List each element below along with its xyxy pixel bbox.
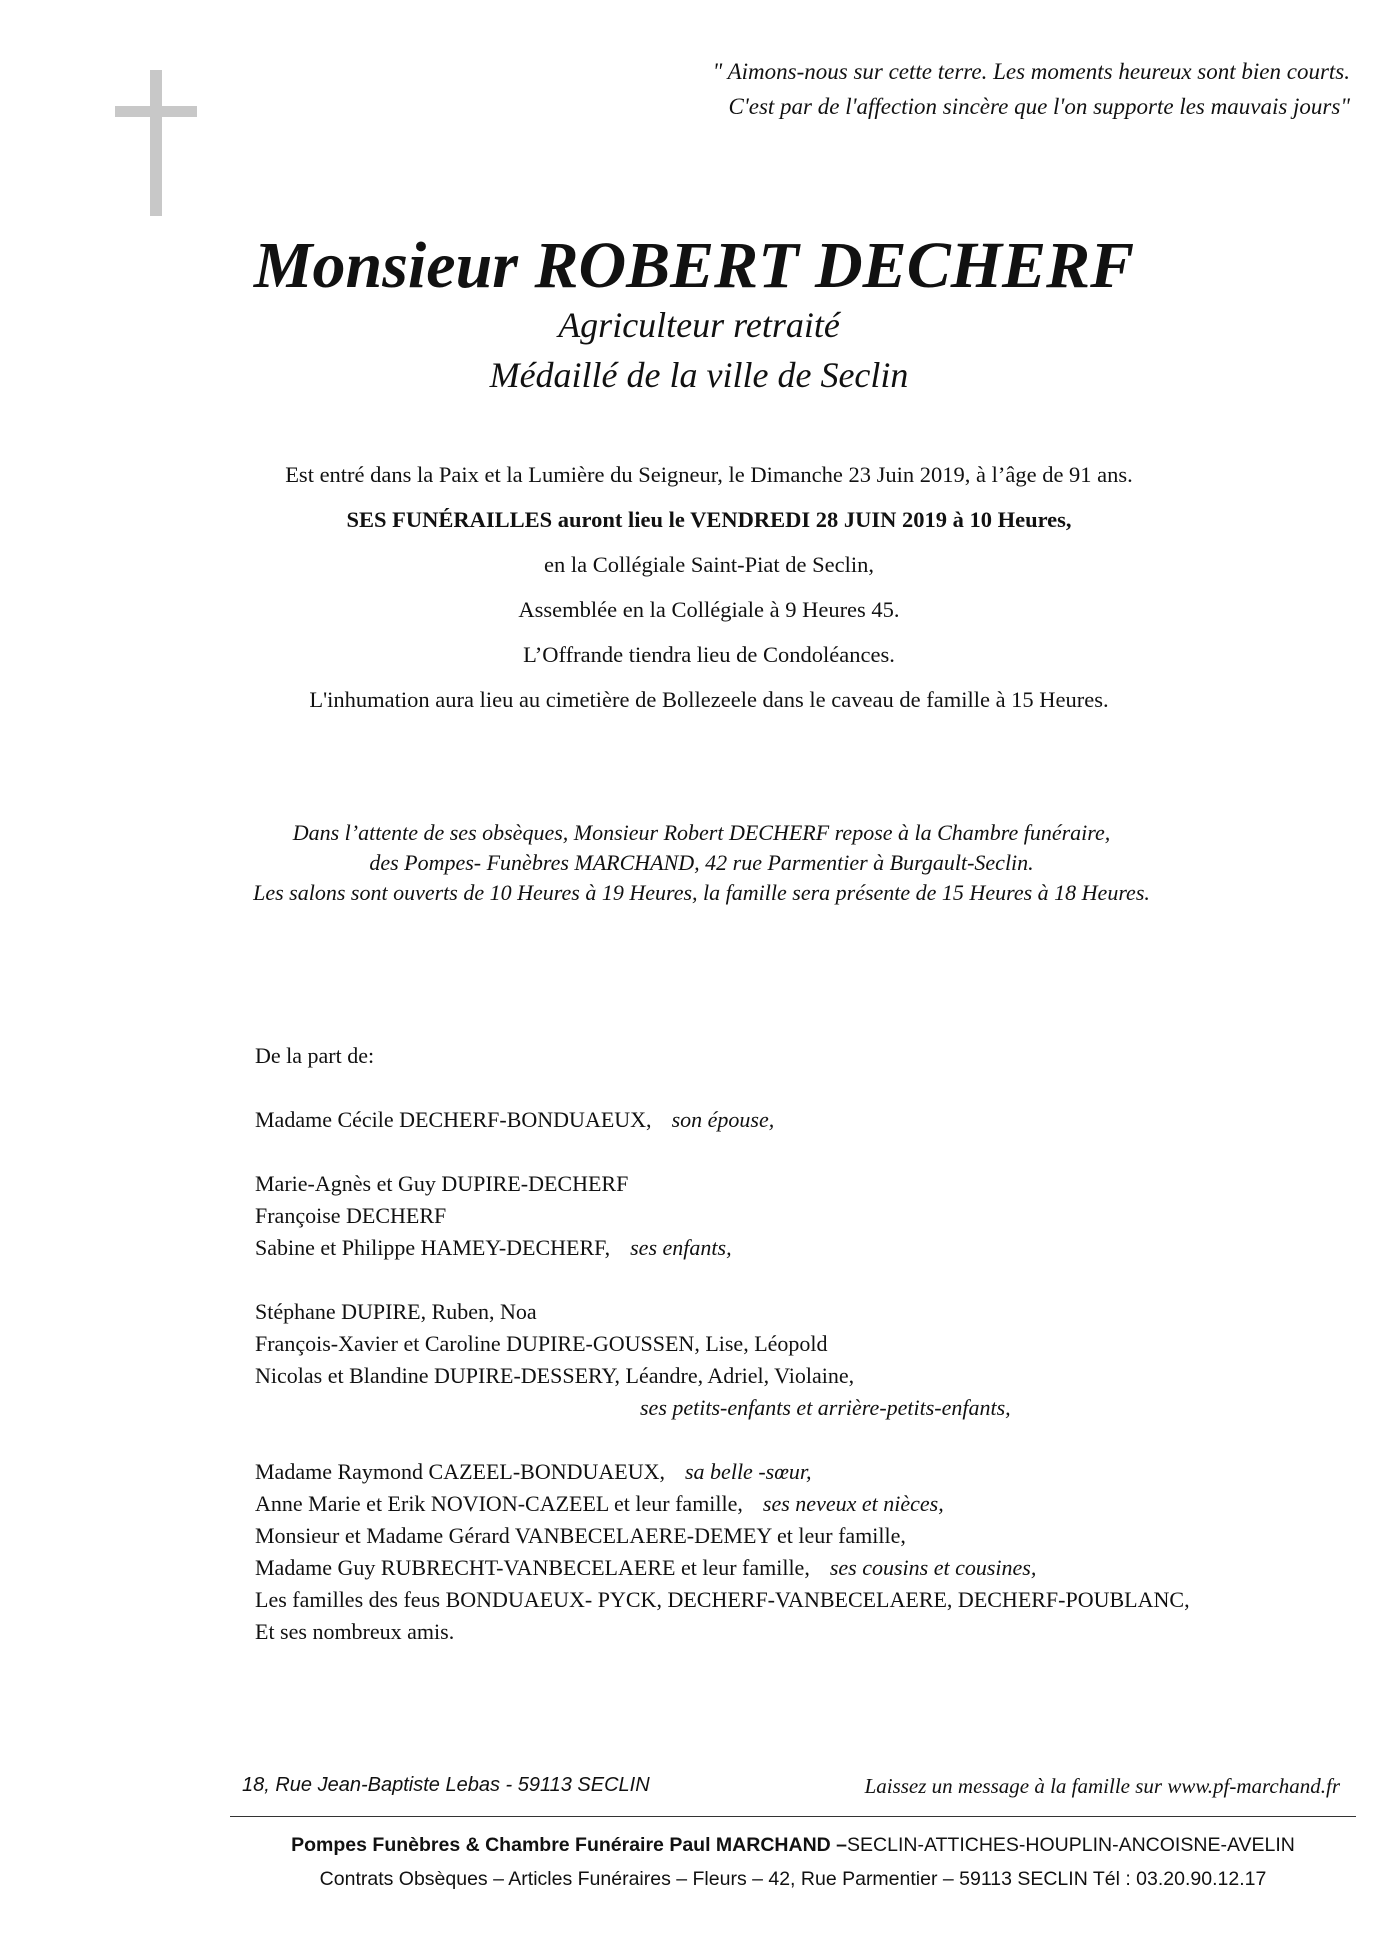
- family-spouse: [255, 1104, 1355, 1136]
- spouse-name: Madame Cécile DECHERF-BONDUAEUX,: [255, 1107, 652, 1132]
- family-intro: De la part de:: [255, 1043, 375, 1068]
- relative-relation: ses cousins et cousines,: [829, 1555, 1037, 1580]
- grandchild-2: François-Xavier et Caroline DUPIRE-GOUSSEN, Lise, Léopold: [255, 1331, 828, 1356]
- relative-2: [255, 1488, 1355, 1520]
- child-3: Sabine et Philippe HAMEY-DECHERF,: [255, 1235, 611, 1260]
- footer-company-line: [230, 1828, 1356, 1862]
- quote-line-1: " Aimons-nous sur cette terre. Les moments heureux sont bien courts.: [712, 59, 1350, 84]
- relative-name: Madame Raymond CAZEEL-BONDUAEUX,: [255, 1459, 665, 1484]
- relative-relation: sa belle -sœur,: [685, 1459, 812, 1484]
- funeral-date: SES FUNÉRAILLES auront lieu le VENDREDI 28 JUIN 2019 à 10 Heures,: [346, 507, 1072, 532]
- relative-name: Madame Guy RUBRECHT-VANBECELAERE et leur famille,: [255, 1555, 810, 1580]
- footer-message-link[interactable]: Laissez un message à la famille sur www.pf-marchand.fr: [864, 1774, 1340, 1798]
- relative-name: Les familles des feus BONDUAEUX- PYCK, DECHERF-VANBECELAERE, DECHERF-POUBLANC,: [255, 1587, 1190, 1612]
- latin-cross-icon: [115, 70, 197, 216]
- relative-3: [255, 1520, 1355, 1552]
- deceased-titles: [0, 300, 1378, 400]
- footer-services: Contrats Obsèques – Articles Funéraires – Fleurs – 42, Rue Parmentier – 59113 SECLIN Tél : 03.20.90.12.17: [319, 1868, 1267, 1890]
- cross-vertical-bar: [150, 70, 162, 216]
- deceased-title-1: Agriculteur retraité: [558, 305, 840, 345]
- relative-name: Et ses nombreux amis.: [255, 1619, 455, 1644]
- relative-name: Anne Marie et Erik NOVION-CAZEEL et leur famille,: [255, 1491, 743, 1516]
- relative-5: [255, 1584, 1355, 1616]
- funeral-burial: L'inhumation aura lieu au cimetière de Bollezeele dans le caveau de famille à 15 Heures.: [309, 687, 1109, 712]
- funeral-offering: L’Offrande tiendra lieu de Condoléances.: [523, 642, 895, 667]
- death-notice: Est entré dans la Paix et la Lumière du Seigneur, le Dimanche 23 Juin 2019, à l’âge de 91 ans.: [285, 462, 1133, 487]
- resting-line-2: des Pompes- Funèbres MARCHAND, 42 rue Parmentier à Burgault-Seclin.: [369, 850, 1034, 875]
- quote-line-2: C'est par de l'affection sincère que l'on supporte les mauvais jours": [728, 94, 1350, 119]
- relative-6: [255, 1616, 1355, 1648]
- deceased-name: Monsieur ROBERT DECHERF: [253, 229, 1135, 302]
- deceased-title-2: Médaillé de la ville de Seclin: [489, 355, 909, 395]
- epigraph-quote: [560, 54, 1350, 124]
- footer-address: 18, Rue Jean-Baptiste Lebas - 59113 SECLIN: [242, 1774, 650, 1796]
- children-relation: ses enfants,: [630, 1235, 732, 1260]
- relative-1: [255, 1456, 1355, 1488]
- child-2: Françoise DECHERF: [255, 1203, 447, 1228]
- grandchild-1: Stéphane DUPIRE, Ruben, Noa: [255, 1299, 537, 1324]
- child-1: Marie-Agnès et Guy DUPIRE-DECHERF: [255, 1171, 629, 1196]
- grandchild-3: Nicolas et Blandine DUPIRE-DESSERY, Léandre, Adriel, Violaine,: [255, 1363, 855, 1388]
- grandchildren-relation: ses petits-enfants et arrière-petits-enfants,: [640, 1395, 1011, 1420]
- funeral-announcement: [0, 457, 1378, 727]
- relative-name: Monsieur et Madame Gérard VANBECELAERE-DEMEY et leur famille,: [255, 1523, 906, 1548]
- relative-4: [255, 1552, 1355, 1584]
- resting-line-1: Dans l’attente de ses obsèques, Monsieur Robert DECHERF repose à la Chambre funéraire,: [292, 820, 1111, 845]
- resting-place-notice: [0, 818, 1378, 908]
- company-locations: SECLIN-ATTICHES-HOUPLIN-ANCOISNE-AVELIN: [847, 1834, 1295, 1856]
- funeral-assembly: Assemblée en la Collégiale à 9 Heures 45.: [518, 597, 900, 622]
- resting-line-3: Les salons sont ouverts de 10 Heures à 19 Heures, la famille sera présente de 15 Heures à 18 Heures.: [253, 880, 1150, 905]
- spouse-relation: son épouse,: [671, 1107, 775, 1132]
- family-list: [255, 1040, 1355, 1648]
- company-name: Pompes Funèbres & Chambre Funéraire Paul MARCHAND –: [291, 1834, 848, 1856]
- cross-horizontal-bar: [115, 106, 197, 117]
- relative-relation: ses neveux et nièces,: [762, 1491, 944, 1516]
- child-3-row: [255, 1232, 1355, 1264]
- footer-divider: [230, 1816, 1356, 1817]
- funeral-church: en la Collégiale Saint-Piat de Seclin,: [544, 552, 874, 577]
- footer-company-info: [230, 1828, 1356, 1896]
